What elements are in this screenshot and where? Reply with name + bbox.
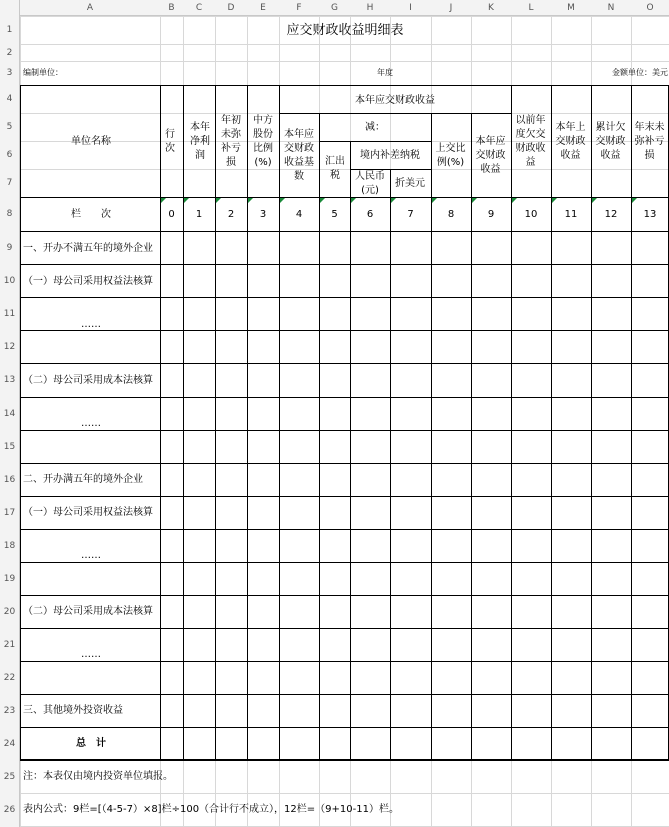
row-label-10[interactable]: （一）母公司采用权益法核算: [23, 275, 153, 287]
grid-line-horizontal: [20, 529, 669, 530]
header-payout-ratio[interactable]: 上交比例(%): [435, 143, 466, 168]
comment-indicator-icon: [280, 198, 285, 203]
row-label-23[interactable]: 三、其他境外投资收益: [23, 704, 123, 716]
grid-line-horizontal: [0, 61, 669, 62]
row-label-14[interactable]: ……: [81, 417, 101, 429]
comment-indicator-icon: [184, 198, 189, 203]
row-header-2[interactable]: 2: [6, 47, 13, 58]
comment-indicator-icon: [552, 198, 557, 203]
row-label-total[interactable]: 总 计: [76, 737, 106, 749]
row-label-13[interactable]: （二）母公司采用成本法核算: [23, 374, 153, 386]
row-header-21[interactable]: 21: [3, 639, 16, 650]
row-header-18[interactable]: 18: [3, 540, 16, 551]
grid-line-horizontal: [20, 264, 669, 265]
header-paid-current[interactable]: 本年上交财政收益: [555, 122, 586, 161]
column-header-k[interactable]: K: [488, 2, 494, 13]
column-number-cell[interactable]: 4: [295, 208, 303, 220]
header-prior-owed[interactable]: 以前年度欠交财政收益: [515, 115, 546, 168]
grid-line-vertical: [279, 85, 280, 760]
row-header-19[interactable]: 19: [3, 573, 16, 584]
row-header-bar[interactable]: [0, 0, 20, 827]
column-number-cell[interactable]: 9: [487, 208, 495, 220]
row-header-10[interactable]: 10: [3, 275, 16, 286]
row-label-21[interactable]: ……: [81, 648, 101, 660]
header-usd[interactable]: 折美元: [395, 177, 425, 189]
column-number-cell[interactable]: 1: [195, 208, 203, 220]
grid-line-vertical: [511, 85, 512, 760]
row-header-12[interactable]: 12: [3, 341, 16, 352]
grid-line-horizontal: [20, 363, 669, 364]
grid-line-vertical: [390, 169, 391, 760]
column-header-o[interactable]: O: [646, 2, 654, 13]
column-header-e[interactable]: E: [260, 2, 266, 13]
header-unit-name[interactable]: 单位名称: [71, 136, 111, 147]
row-header-15[interactable]: 15: [3, 441, 16, 452]
grid-line-horizontal: [0, 16, 669, 17]
row-header-8[interactable]: 8: [6, 209, 13, 219]
header-group-title[interactable]: 本年应交财政收益: [355, 94, 435, 106]
row-header-1[interactable]: 1: [6, 25, 13, 35]
grid-line-vertical: [160, 85, 161, 760]
grid-line-horizontal: [20, 85, 669, 86]
header-remit-tax[interactable]: 汇出税: [325, 156, 345, 181]
column-number-cell[interactable]: 11: [564, 208, 578, 220]
column-header-m[interactable]: M: [567, 2, 575, 13]
column-header-b[interactable]: B: [168, 2, 175, 13]
row-header-14[interactable]: 14: [3, 408, 16, 419]
row-header-6[interactable]: 6: [6, 150, 13, 160]
row-label-9[interactable]: 一、开办不满五年的境外企业: [23, 242, 153, 254]
comment-indicator-icon: [161, 198, 166, 203]
column-number-cell[interactable]: 10: [524, 208, 538, 220]
report-title[interactable]: 应交财政收益明细表: [286, 22, 404, 38]
grid-line-horizontal: [20, 231, 669, 232]
column-number-cell[interactable]: 13: [643, 208, 657, 220]
column-header-g[interactable]: G: [331, 2, 338, 13]
column-header-c[interactable]: C: [195, 2, 203, 13]
row-header-16[interactable]: 16: [3, 474, 16, 485]
grid-line-vertical: [247, 85, 248, 760]
row-header-4[interactable]: 4: [6, 94, 13, 104]
grid-line-vertical: [350, 141, 351, 760]
comment-indicator-icon: [592, 198, 597, 203]
row-label-20[interactable]: （二）母公司采用成本法核算: [23, 605, 153, 617]
row-header-24[interactable]: 24: [3, 738, 16, 749]
unit-label[interactable]: 编制单位：: [23, 67, 63, 77]
grid-line-vertical: [183, 85, 184, 760]
column-header-i[interactable]: I: [409, 2, 412, 13]
column-number-cell[interactable]: 0: [168, 208, 175, 220]
header-cum-owed[interactable]: 累计欠交财政收益: [595, 122, 626, 161]
grid-line-vertical: [551, 85, 552, 760]
header-rmb[interactable]: 人民币(元): [355, 170, 385, 196]
column-header-n[interactable]: N: [607, 2, 615, 13]
column-header-j[interactable]: J: [449, 2, 453, 13]
comment-indicator-icon: [351, 198, 356, 203]
comment-indicator-icon: [432, 198, 437, 203]
column-number-cell[interactable]: 5: [331, 208, 338, 220]
header-minus[interactable]: 减：: [365, 121, 385, 133]
column-number-label[interactable]: 栏 次: [71, 208, 111, 220]
header-current-payable[interactable]: 本年应交财政收益: [475, 136, 506, 175]
note-text[interactable]: 注：本表仅由境内投资单位填报。: [23, 770, 173, 782]
column-header-f[interactable]: F: [296, 2, 302, 13]
column-header-a[interactable]: A: [86, 2, 94, 13]
header-base[interactable]: 本年应交财政收益基数: [284, 129, 314, 182]
grid-line-horizontal: [0, 44, 669, 45]
header-domestic-tax[interactable]: 境内补差纳税: [360, 149, 420, 161]
row-header-9[interactable]: 9: [6, 242, 13, 253]
row-header-13[interactable]: 13: [3, 375, 16, 385]
column-number-cell[interactable]: 7: [407, 208, 414, 220]
header-chinese-ratio[interactable]: 中方股份比例(%): [253, 115, 273, 168]
column-header-d[interactable]: D: [227, 2, 235, 13]
grid-line-horizontal: [20, 397, 669, 398]
column-header-h[interactable]: H: [366, 2, 374, 13]
column-number-cell[interactable]: 6: [366, 208, 374, 220]
row-header-23[interactable]: 23: [3, 705, 16, 716]
currency-label[interactable]: 金额单位：美元: [612, 67, 668, 77]
header-loss-begin[interactable]: 年初未弥补亏损: [221, 115, 241, 168]
grid-line-vertical: [215, 85, 216, 760]
column-number-cell[interactable]: 12: [604, 208, 618, 220]
comment-indicator-icon: [512, 198, 517, 203]
row-header-7[interactable]: 7: [6, 178, 13, 188]
grid-line-horizontal: [20, 197, 669, 198]
row-header-3[interactable]: 3: [6, 68, 13, 78]
comment-indicator-icon: [216, 198, 221, 203]
comment-indicator-icon: [472, 198, 477, 203]
comment-indicator-icon: [632, 198, 637, 203]
column-number-cell[interactable]: 3: [259, 208, 267, 220]
row-header-17[interactable]: 17: [3, 507, 16, 518]
comment-indicator-icon: [248, 198, 253, 203]
comment-indicator-icon: [391, 198, 396, 203]
column-number-cell[interactable]: 2: [227, 208, 235, 220]
row-label-11[interactable]: ……: [81, 318, 101, 330]
header-row-no[interactable]: 行次: [165, 129, 175, 154]
grid-line-horizontal: [20, 297, 669, 298]
year-label[interactable]: 年度: [377, 67, 393, 77]
row-label-16[interactable]: 二、开办满五年的境外企业: [23, 473, 143, 485]
column-header-l[interactable]: L: [528, 2, 534, 13]
grid-line-vertical: [20, 85, 21, 760]
row-header-25[interactable]: 25: [3, 771, 16, 782]
comment-indicator-icon: [320, 198, 325, 203]
grid-line-vertical: [591, 85, 592, 760]
header-net-profit[interactable]: 本年净利润: [190, 122, 210, 161]
header-loss-end[interactable]: 年末未弥补亏损: [634, 122, 665, 161]
grid-line-horizontal: [20, 628, 669, 629]
row-label-18[interactable]: ……: [81, 549, 101, 561]
row-header-22[interactable]: 22: [3, 672, 16, 683]
formula-text[interactable]: 表内公式：9栏=[（4-5-7）×8]栏÷100（合计行不成立），12栏=（9+10-11）栏。: [23, 804, 399, 815]
row-header-5[interactable]: 5: [6, 122, 13, 132]
row-header-20[interactable]: 20: [3, 606, 16, 617]
row-label-17[interactable]: （一）母公司采用权益法核算: [23, 506, 153, 518]
column-header-bar[interactable]: [0, 0, 669, 16]
row-header-26[interactable]: 26: [3, 804, 16, 815]
row-header-11[interactable]: 11: [3, 308, 16, 319]
column-number-cell[interactable]: 8: [447, 208, 455, 220]
